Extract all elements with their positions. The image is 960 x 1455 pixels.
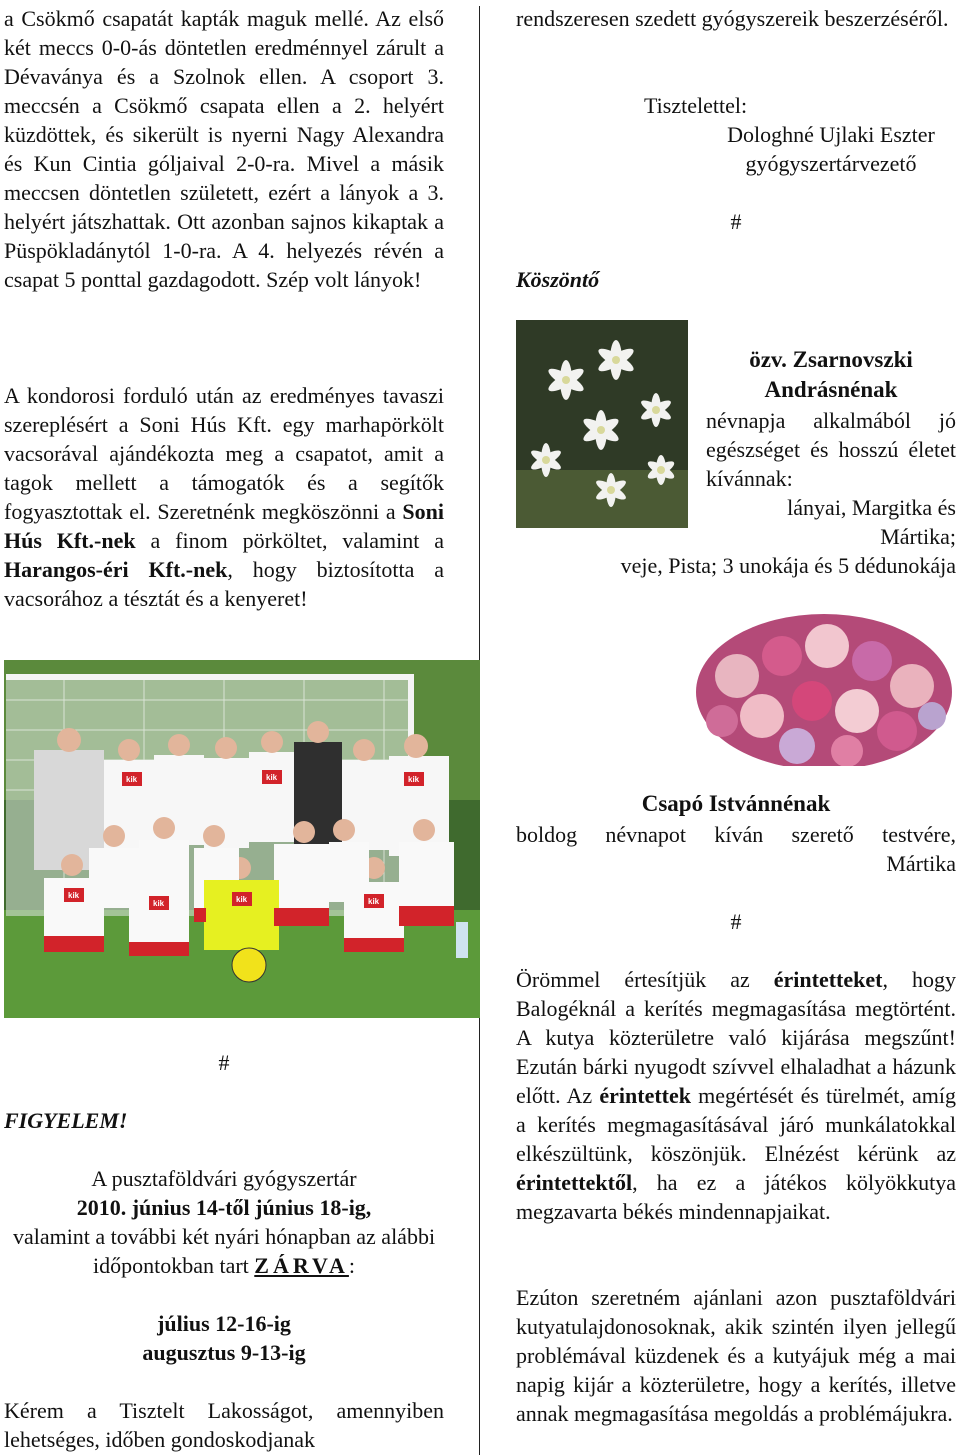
svg-text:kik: kik bbox=[126, 775, 138, 784]
svg-text:kik: kik bbox=[408, 775, 420, 784]
svg-text:kik: kik bbox=[153, 899, 165, 908]
sponsor-thanks-paragraph: A kondorosi forduló után az eredményes tavaszi szereplésért a Soni Hús Kft. egy marhapörkölt vacsorával ajándékozta meg a csapatot, amit a tagok mellett a támogatók és a segítők fogyasztottak el. Szeretnénk megköszönni a Soni Hús Kft.-nek a finom pörköltet, valamint a Harangos-éri Kft.-nek, hogy biztosította a vacsorához a tésztát és a kenyeret! bbox=[4, 383, 444, 611]
celebrant-name-line2: Andrásnénak bbox=[764, 377, 898, 402]
greeting-from-2: veje, Pista; 3 unokája és 5 dédunokája bbox=[620, 553, 956, 578]
signer-name: Dologhné Ujlaki Eszter bbox=[727, 122, 935, 147]
notice-title: FIGYELEM! bbox=[4, 1108, 128, 1133]
svg-text:kik: kik bbox=[266, 773, 278, 782]
greeting-wish: névnapja alkalmából jó egészséget és hosszú életet kívánnak: bbox=[706, 408, 956, 491]
dog-owners-recommendation: Ezúton szeretném ajánlani azon pusztaföldvári kutyatulajdonosoknak, akik szintén ilyen jellegű problémával küzdenek és a kutyájuk még a mai napig kijár a közterületre, hogy a kerítés, illetve annak megmagasítása megoldás a problémájukra. bbox=[516, 1285, 956, 1426]
greeting-from: lányai, Margitka és Mártika; bbox=[787, 495, 956, 549]
pharmacy-notice-continued: rendszeresen szedett gyógyszereik beszerzéséről. bbox=[516, 6, 949, 31]
signer-title: gyógyszertárvezető bbox=[745, 151, 917, 176]
separator-hash: # bbox=[730, 209, 742, 234]
notice-request: Kérem a Tisztelt Lakosságot, amennyiben lehetséges, időben gondoskodjanak bbox=[4, 1398, 444, 1452]
celebrant-name-2: Csapó Istvánnénak bbox=[641, 791, 831, 816]
svg-text:kik: kik bbox=[236, 895, 248, 904]
flowers-photo bbox=[516, 320, 688, 528]
svg-text:kik: kik bbox=[368, 897, 380, 906]
greeting-from-sister: Mártika bbox=[886, 851, 956, 876]
pharmacy-notice: A pusztaföldvári gyógyszertár 2010. június 14-től június 18-ig, valamint a további két nyári hónapban az alábbi időpontokban tart ZÁRVA: július 12-16-ig augusztus 9-13-ig bbox=[4, 1164, 444, 1367]
roses-photo bbox=[692, 606, 956, 766]
closed-label: ZÁRVA bbox=[254, 1253, 349, 1278]
separator-hash: # bbox=[730, 909, 742, 934]
separator-hash: # bbox=[218, 1050, 230, 1075]
celebrant-name-line1: özv. Zsarnovszki bbox=[749, 347, 913, 372]
fence-announcement: Örömmel értesítjük az érintetteket, hogy Balogéknál a kerítés megmagasítása megtörtént. A kutya közterületre való kijárása megszűnt! Ezután bárki nyugodt szívvel elhaladhat a házunk előtt. Az érintettek megértését és türelmét, amíg a kerítés megmagasításával járó munkálatokkal elkészültünk, köszönjük. Elnézést kérünk az érintettektől, ha ez a játékos kölyökkutya megzavarta békés mindennapjaikat. bbox=[516, 967, 957, 1224]
greeting-title: Köszöntő bbox=[516, 267, 600, 292]
closed-period-july: július 12-16-ig bbox=[157, 1311, 291, 1336]
svg-text:kik: kik bbox=[68, 891, 80, 900]
greeting-wish-2: boldog névnapot kíván szerető testvére, bbox=[516, 822, 956, 847]
football-report-paragraph: a Csökmő csapatát kapták maguk mellé. Az első két meccs 0-0-ás döntetlen eredménnyel zárult a Dévaványa és a Szolnok ellen. A csoport 3. meccsén a Csökmő csapata ellen a 2. helyért küzdöttek, és sikerült is nyerni Nagy Alexandra és Kun Cintia góljaival 2-0-ra. Mivel a másik meccsen döntetlen született, ezért a lányok a 3. helyért játszhattak. Ott azonban sajnos kikaptak a Püspökladánytól 1-0-ra. A 4. helyezés révén a csapat 5 ponttal gazdagodott. Szép volt lányok! bbox=[4, 6, 444, 292]
team-photo bbox=[4, 660, 480, 1018]
closed-period-august: augusztus 9-13-ig bbox=[142, 1340, 306, 1365]
regards: Tisztelettel: bbox=[644, 93, 748, 118]
